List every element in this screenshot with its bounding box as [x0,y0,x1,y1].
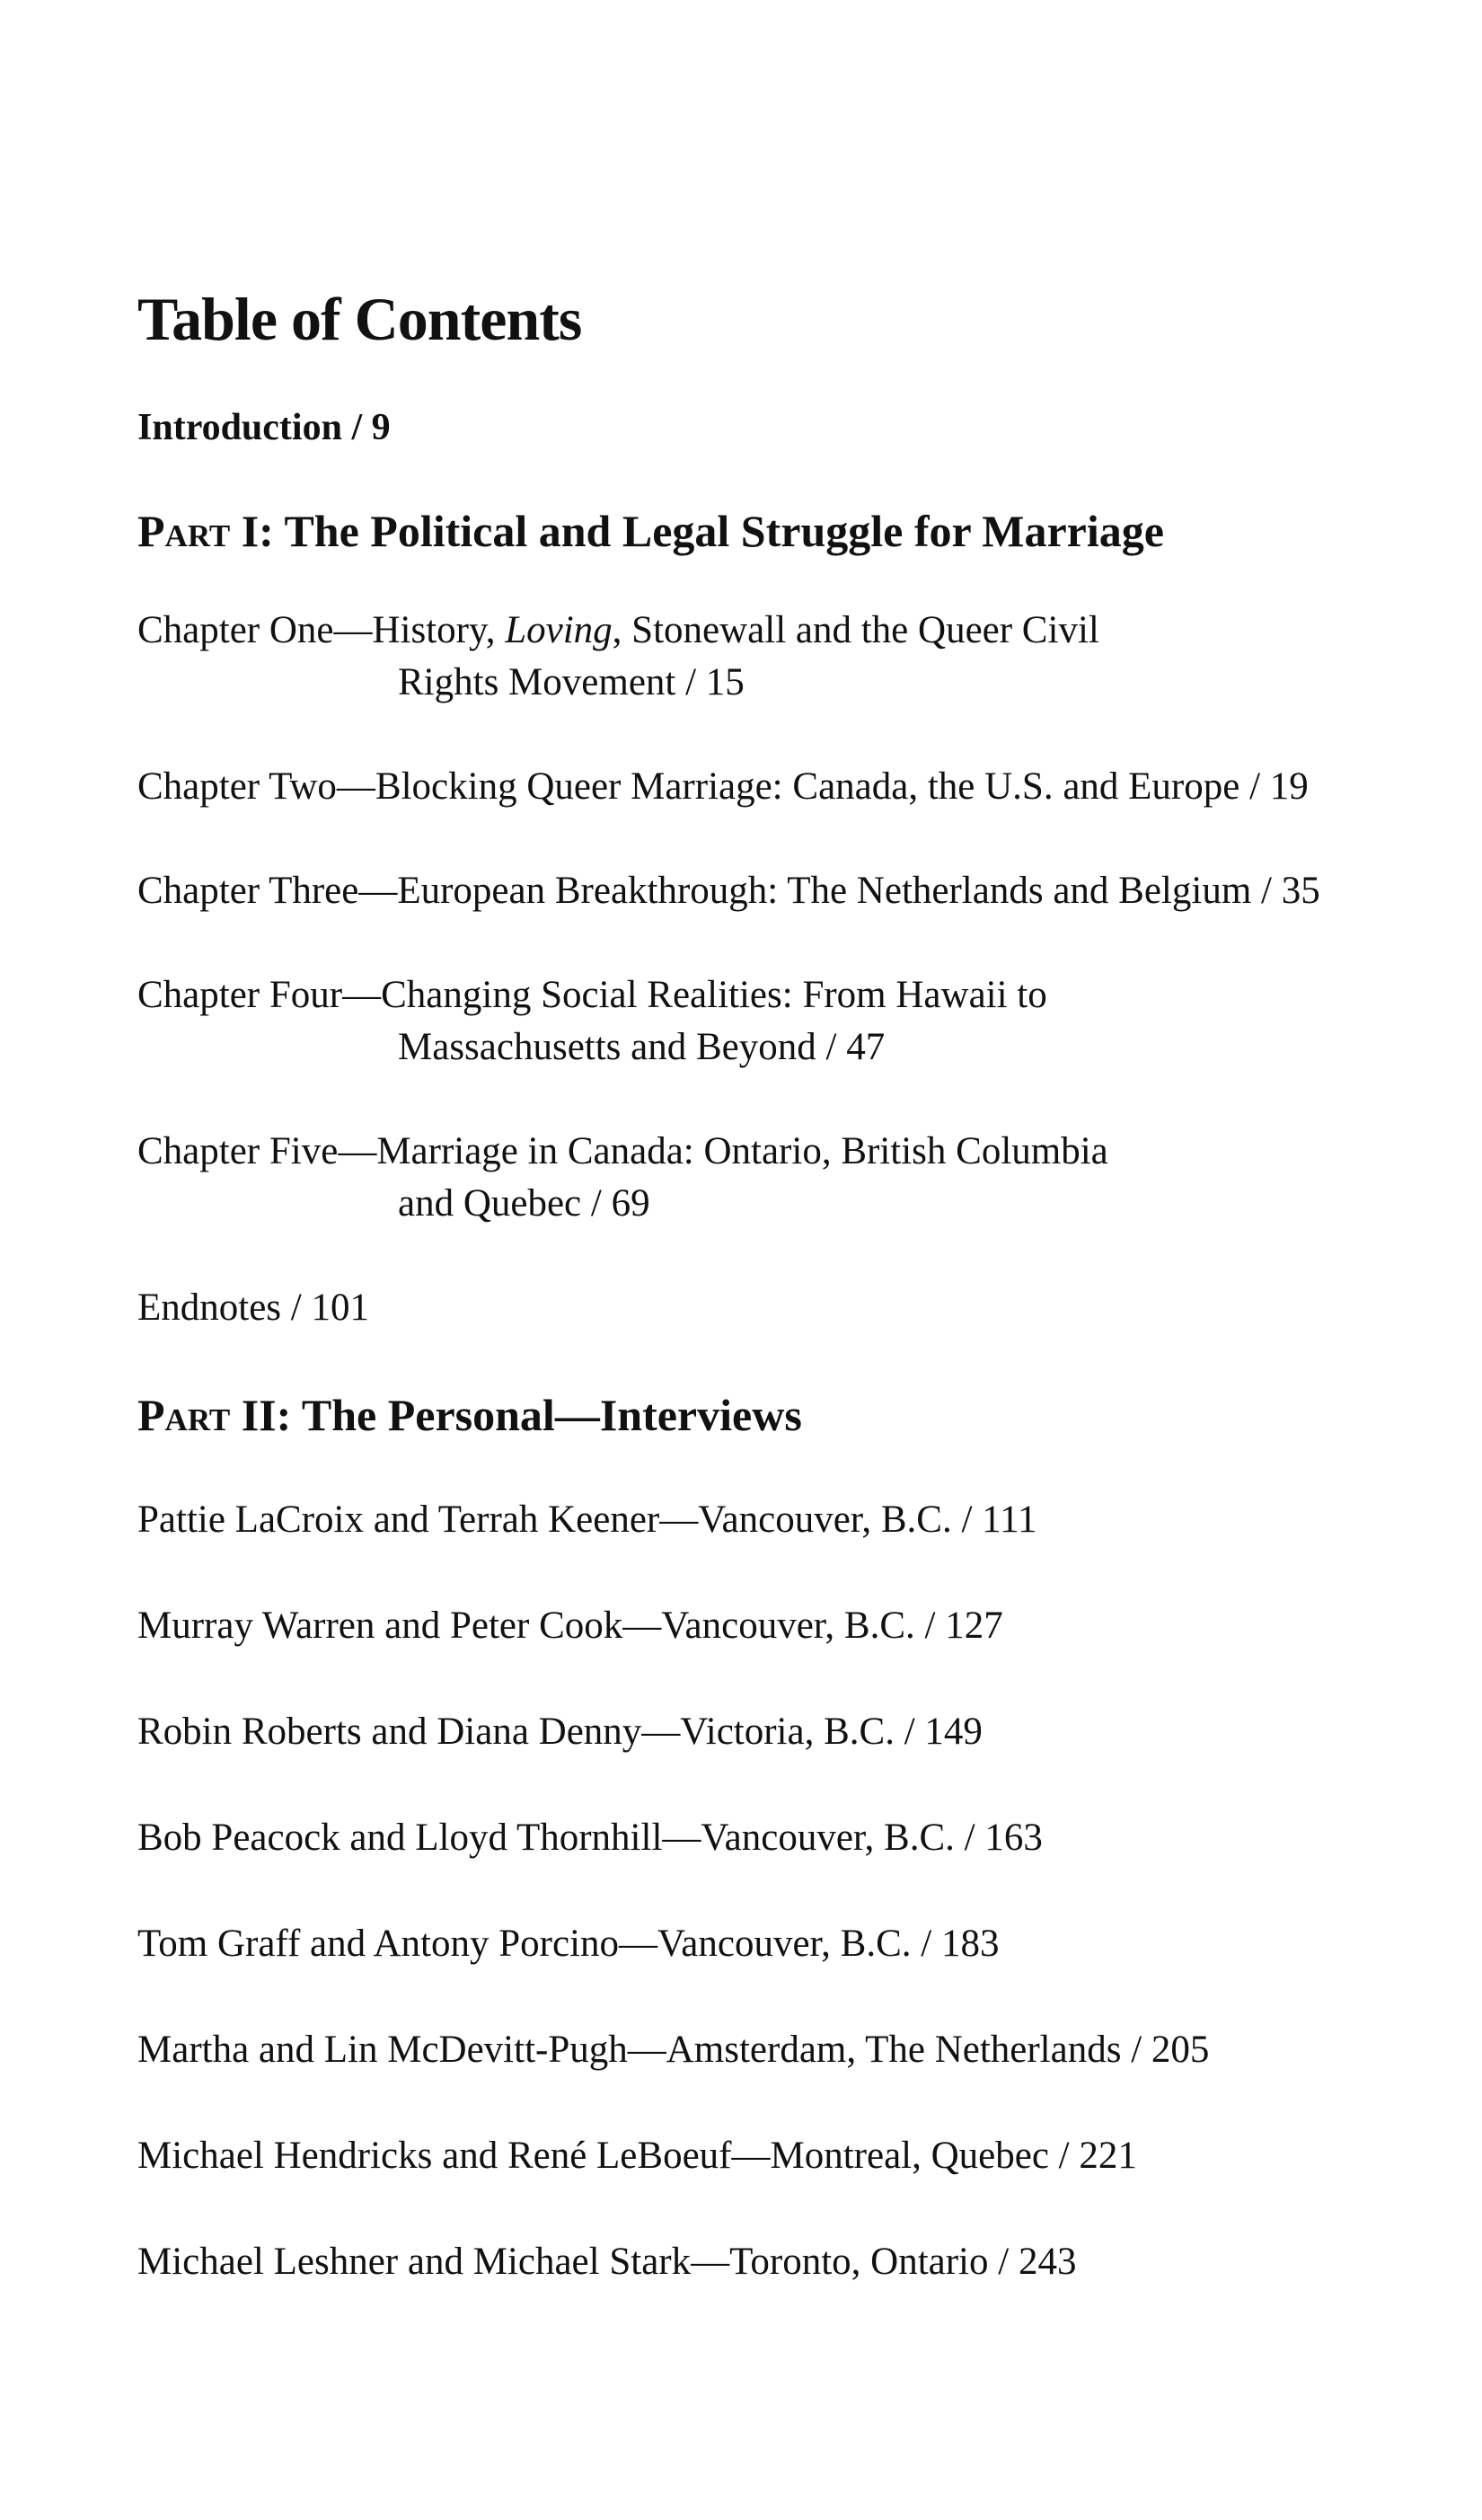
toc-chapter-5 [137,1126,1395,1230]
toc-endnotes: Endnotes / 101 [137,1287,369,1330]
page-title: Table of Contents [137,285,582,353]
chapter-5-continuation: and Quebec / 69 [398,1182,650,1225]
toc-interview: Murray Warren and Peter Cook—Vancouver, B.C. / 127 [137,1605,1003,1648]
chapter-3-text: Chapter Three—European Breakthrough: The Netherlands and Belgium / 35 [137,870,1320,913]
toc-chapter-4 [137,969,1395,1074]
toc-interview: Michael Leshner and Michael Stark—Toronto, Ontario / 243 [137,2241,1077,2284]
chapter-4-continuation: Massachusetts and Beyond / 47 [398,1026,886,1069]
toc-interview: Martha and Lin McDevitt-Pugh—Amsterdam, The Netherlands / 205 [137,2029,1210,2072]
part1-title: The Political and Legal Struggle for Marriage [284,506,1164,557]
toc-interview: Pattie LaCroix and Terrah Keener—Vancouver, B.C. / 111 [137,1499,1037,1542]
toc-interview: Robin Roberts and Diana Denny—Victoria, B.C. / 149 [137,1711,983,1754]
toc-interview: Bob Peacock and Lloyd Thornhill—Vancouver, B.C. / 163 [137,1817,1043,1860]
part2-title: The Personal—Interviews [301,1390,802,1441]
chapter-1-lead: Chapter One—History, [137,609,506,652]
chapter-1-continuation: Rights Movement / 15 [398,661,745,704]
toc-interview: Tom Graff and Antony Porcino—Vancouver, B.C. / 183 [137,1923,1000,1966]
toc-interview: Michael Hendricks and René LeBoeuf—Montreal, Quebec / 221 [137,2135,1137,2178]
toc-chapter-1 [137,605,1395,709]
chapter-4-text: Chapter Four—Changing Social Realities: From Hawaii to [137,974,1047,1017]
chapter-2-text: Chapter Two—Blocking Queer Marriage: Canada, the U.S. and Europe / 19 [137,765,1309,809]
part1-label: Part I: [137,506,274,557]
chapter-5-text: Chapter Five—Marriage in Canada: Ontario, British Columbia [137,1130,1108,1173]
chapter-1-italic: Loving [505,609,613,652]
toc-chapter-3 [137,865,1395,917]
toc-introduction: Introduction / 9 [137,406,391,448]
part1-heading [137,504,1395,558]
part2-label: Part II: [137,1390,292,1441]
toc-chapter-2 [137,761,1395,813]
toc-page [137,286,1395,2342]
part2-heading [137,1388,1395,1442]
chapter-1-rest: , Stonewall and the Queer Civil [612,609,1099,652]
